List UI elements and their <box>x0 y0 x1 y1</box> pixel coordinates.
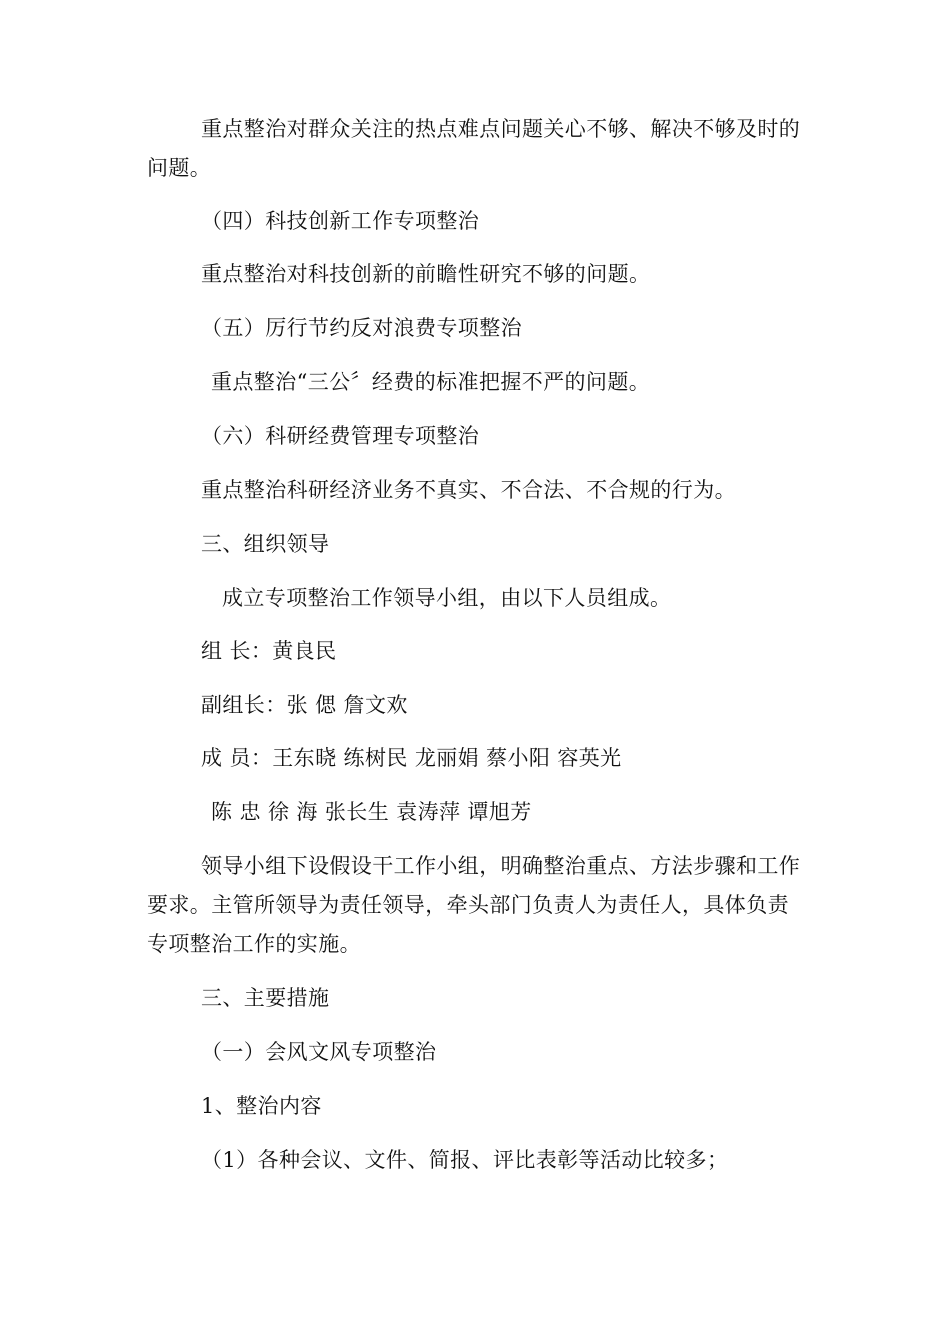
paragraph-line: 重点整治对群众关注的热点难点问题关心不够、解决不够及时的 <box>201 117 801 141</box>
paragraph-line: 领导小组下设假设干工作小组，明确整治重点、方法步骤和工作 <box>201 854 801 878</box>
paragraph-line: 专项整治工作的实施。 <box>147 932 361 956</box>
section-heading: （四）科技创新工作专项整治 <box>201 209 480 233</box>
section-heading: （一）会风文风专项整治 <box>201 1040 437 1064</box>
paragraph-line: 重点整治“三公〞经费的标准把握不严的问题。 <box>211 370 651 394</box>
member-line: 副组长：张 偲 詹文欢 <box>201 693 408 717</box>
member-line: 陈 忠 徐 海 张长生 袁涛萍 谭旭芳 <box>211 800 532 824</box>
section-heading: （五）厉行节约反对浪费专项整治 <box>201 316 522 340</box>
paragraph-line: 重点整治对科技创新的前瞻性研究不够的问题。 <box>201 262 651 286</box>
section-heading: 三、主要措施 <box>201 986 330 1010</box>
paragraph-line: 要求。主管所领导为责任领导，牵头部门负责人为责任人，具体负责 <box>147 893 789 917</box>
section-heading: 三、组织领导 <box>201 532 330 556</box>
member-line: 组 长：黄良民 <box>201 639 337 663</box>
paragraph-line: 成立专项整治工作领导小组，由以下人员组成。 <box>222 586 672 610</box>
paragraph-line: 重点整治科研经济业务不真实、不合法、不合规的行为。 <box>201 478 736 502</box>
section-heading: （六）科研经费管理专项整治 <box>201 424 480 448</box>
paragraph-line: 问题。 <box>147 156 212 180</box>
member-line: 成 员：王东晓 练树民 龙丽娟 蔡小阳 容英光 <box>201 746 622 770</box>
section-heading: 1、整治内容 <box>201 1094 322 1118</box>
paragraph-line: （1）各种会议、文件、简报、评比表彰等活动比较多； <box>201 1148 729 1172</box>
